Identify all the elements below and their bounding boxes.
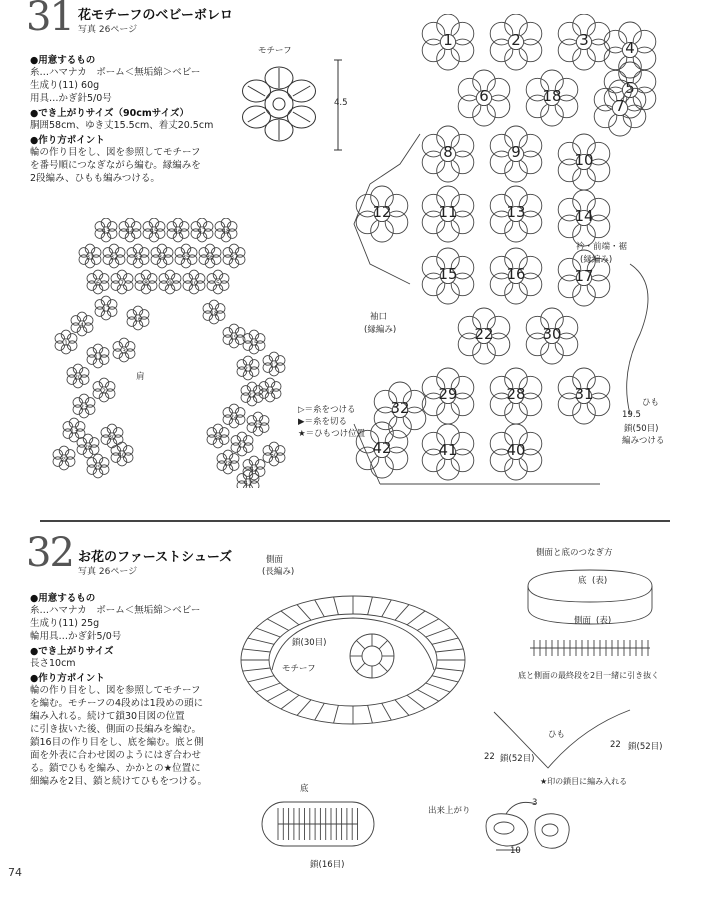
motif-number: 18 bbox=[209, 310, 219, 317]
shoe-side-diagram bbox=[222, 560, 484, 736]
motif bbox=[167, 218, 189, 242]
motif bbox=[243, 330, 265, 354]
motif-number: 18 bbox=[542, 87, 562, 105]
motif-number: 16 bbox=[506, 265, 526, 283]
motif-number: 29 bbox=[438, 385, 458, 403]
points-line: 輪の作り目をし、図を参照してモチーフ bbox=[30, 147, 201, 158]
motif-number: 13 bbox=[69, 428, 79, 435]
motif-dimension: 4.5 bbox=[334, 98, 348, 108]
motif bbox=[241, 382, 263, 406]
motif bbox=[422, 248, 474, 304]
materials-line: 生成り(11) 25g bbox=[30, 618, 100, 629]
points-heading: ●作り方ポイント bbox=[30, 135, 105, 146]
motif-number: 21 bbox=[243, 366, 253, 373]
points-line: 鎖16目の作り目をし、底を編む。底と側 bbox=[30, 737, 204, 748]
motif bbox=[53, 446, 75, 470]
motif-number: 48 bbox=[221, 228, 231, 235]
motif bbox=[67, 364, 89, 388]
motif bbox=[55, 330, 77, 354]
points-line: 編み入れる。続けて鎖30目図の位置 bbox=[30, 711, 185, 722]
motif-number: 32 bbox=[390, 399, 410, 417]
motif bbox=[422, 186, 474, 242]
motif-number: 19 bbox=[229, 334, 239, 341]
sole-diagram bbox=[238, 794, 398, 858]
motif-number: 31 bbox=[574, 385, 594, 403]
motif bbox=[217, 450, 239, 474]
motif-number: 17 bbox=[101, 306, 111, 313]
side-sub-label: (長編み) bbox=[262, 567, 295, 577]
motif bbox=[111, 270, 133, 294]
motif-number: 46 bbox=[173, 228, 183, 235]
motif-number: 14 bbox=[265, 388, 275, 395]
section-31-title: 花モチーフのベビーボレロ bbox=[78, 8, 233, 23]
motif-number: 17 bbox=[574, 267, 594, 285]
points-heading: ●作り方ポイント bbox=[30, 673, 105, 684]
section-32-photo-ref: 写真 26ページ bbox=[78, 567, 138, 577]
motif-number: 27 bbox=[237, 442, 247, 449]
motif bbox=[73, 394, 95, 418]
tie-chain-label: 鎖(50目) bbox=[624, 424, 659, 434]
materials-line: 糸…ハマナカ ボーム＜無垢綿＞ベビー bbox=[30, 605, 201, 616]
motif bbox=[223, 404, 245, 428]
side-label: 側面 bbox=[266, 555, 284, 565]
motif-number: 24 bbox=[229, 414, 239, 421]
points-line: を編む。モチーフの4段めは1段めの頭に bbox=[30, 698, 204, 709]
finished-label: 出来上がり bbox=[428, 806, 471, 816]
motif bbox=[231, 432, 253, 456]
motif-number: 1 bbox=[63, 340, 69, 347]
motif-number: 33 bbox=[133, 254, 143, 261]
motif-number: 8 bbox=[143, 280, 149, 287]
motif-number: 43 bbox=[101, 228, 111, 235]
motif-number: 35 bbox=[181, 254, 191, 261]
materials-heading: ●用意するもの bbox=[30, 593, 96, 604]
join-sole-sub: (表) bbox=[592, 576, 608, 586]
motif bbox=[237, 356, 259, 380]
motif-number: 32 bbox=[109, 254, 119, 261]
motif bbox=[87, 454, 109, 478]
motif bbox=[356, 186, 408, 242]
motif bbox=[422, 368, 474, 424]
motif bbox=[490, 248, 542, 304]
motif-number: 2 bbox=[511, 31, 521, 49]
legend-item: ▶＝糸を切る bbox=[298, 417, 348, 427]
collar-sub-label: (縁編み) bbox=[580, 255, 613, 265]
motif bbox=[263, 442, 285, 466]
motif-number: 40 bbox=[117, 452, 127, 459]
motif-number: 4 bbox=[625, 39, 635, 57]
legend-item: ▷＝糸をつける bbox=[298, 405, 356, 415]
motif-number: 5 bbox=[215, 280, 221, 287]
motif bbox=[490, 368, 542, 424]
motif-number: 9 bbox=[511, 143, 521, 161]
finished-dim-b: 10 bbox=[510, 846, 521, 856]
finished-shoes-diagram bbox=[476, 790, 586, 870]
motif-number: 42 bbox=[249, 466, 259, 473]
motif bbox=[558, 14, 610, 70]
motif-number: 13 bbox=[506, 203, 526, 221]
tie-right-dim: 22 bbox=[610, 740, 621, 750]
motif bbox=[103, 244, 125, 268]
tie-left-chain: 鎖(52目) bbox=[500, 754, 535, 764]
motif bbox=[374, 382, 426, 438]
materials-line: 用具…かぎ針5/0号 bbox=[30, 93, 112, 104]
tie-left-dim: 22 bbox=[484, 752, 495, 762]
motif bbox=[263, 352, 285, 376]
motif-number: 9 bbox=[167, 280, 173, 287]
points-line: 2段編み、ひもも編みつける。 bbox=[30, 173, 160, 184]
motif-number: 34 bbox=[157, 254, 167, 261]
motif-number: 4 bbox=[79, 322, 85, 329]
motif-label: モチーフ bbox=[258, 46, 292, 56]
join-title: 側面と底のつなぎ方 bbox=[536, 548, 613, 558]
motif bbox=[71, 312, 93, 336]
section-31-photo-ref: 写真 26ページ bbox=[78, 25, 138, 35]
motif-number: 2 bbox=[101, 388, 107, 395]
tie-attach-label: 編みつける bbox=[622, 436, 665, 446]
motif bbox=[207, 424, 229, 448]
motif-number: 14 bbox=[574, 207, 594, 225]
motif bbox=[422, 424, 474, 480]
materials-line: 糸…ハマナカ ボーム＜無垢綿＞ベビー bbox=[30, 67, 201, 78]
join-sole-label: 底 bbox=[578, 576, 587, 586]
finished-dim-a: 3 bbox=[532, 798, 538, 808]
motif bbox=[111, 442, 133, 466]
cuff-label: 袖口 bbox=[370, 312, 388, 322]
size-line: 胴囲58cm、ゆき丈15.5cm、着丈20.5cm bbox=[30, 120, 214, 131]
motif bbox=[526, 308, 578, 364]
motif bbox=[490, 424, 542, 480]
motif-number: 3 bbox=[579, 31, 589, 49]
motif bbox=[87, 270, 109, 294]
motif-number: 12 bbox=[269, 362, 279, 369]
size-line: 長さ10cm bbox=[30, 658, 76, 669]
motif bbox=[247, 412, 269, 436]
motif bbox=[113, 338, 135, 362]
motif-number: 10 bbox=[574, 151, 594, 169]
materials-line: 輪用具…かぎ針5/0号 bbox=[30, 631, 122, 642]
section-32-instructions bbox=[30, 590, 240, 788]
join-side-sub: (表) bbox=[596, 616, 612, 626]
motif-number: 36 bbox=[205, 254, 215, 261]
motif bbox=[127, 244, 149, 268]
motif-number: 8 bbox=[443, 143, 453, 161]
motif-number: 3 bbox=[121, 348, 127, 355]
motif-number: 37 bbox=[229, 254, 239, 261]
motif-number: 23 bbox=[79, 404, 89, 411]
motif-number: 47 bbox=[197, 228, 207, 235]
bolero-flat-diagram bbox=[38, 218, 300, 488]
motif bbox=[87, 344, 109, 368]
section-31-number: 31 bbox=[26, 0, 73, 40]
motif bbox=[191, 218, 213, 242]
motif bbox=[490, 186, 542, 242]
motif bbox=[101, 424, 123, 448]
motif-number: 29 bbox=[93, 464, 103, 471]
motif-number: 30 bbox=[107, 434, 117, 441]
motif bbox=[526, 70, 578, 126]
motif bbox=[490, 126, 542, 182]
motif bbox=[127, 306, 149, 330]
motif-number: 38 bbox=[213, 434, 223, 441]
motif bbox=[223, 324, 245, 348]
motif-number: 41 bbox=[243, 480, 253, 487]
points-line: 輪の作り目をし、図を参照してモチーフ bbox=[30, 685, 201, 696]
section-31-instructions bbox=[30, 52, 230, 185]
motif bbox=[356, 422, 408, 478]
motif-number: 22 bbox=[474, 325, 494, 343]
motif-number: 28 bbox=[506, 385, 526, 403]
motif-diagram bbox=[222, 56, 352, 156]
shoulder-label: 肩 bbox=[136, 372, 145, 382]
collar-label: 衿・前端・裾 bbox=[576, 242, 628, 252]
tie-right-chain: 鎖(52目) bbox=[628, 742, 663, 752]
motif bbox=[215, 218, 237, 242]
motif bbox=[95, 218, 117, 242]
motif-number: 42 bbox=[372, 439, 392, 457]
motif-number: 7 bbox=[119, 280, 125, 287]
tie-note: ★印の鎖目に編み入れる bbox=[540, 777, 628, 786]
size-heading: ●でき上がりサイズ（90cmサイズ） bbox=[30, 108, 190, 119]
motif-number: 11 bbox=[93, 354, 103, 361]
motif-number: 20 bbox=[73, 374, 83, 381]
motif bbox=[558, 134, 610, 190]
size-heading: ●でき上がりサイズ bbox=[30, 646, 114, 657]
motif-number: 25 bbox=[253, 422, 263, 429]
motif-number: 15 bbox=[249, 340, 259, 347]
motif-number: 41 bbox=[438, 441, 458, 459]
motif bbox=[490, 14, 542, 70]
motif bbox=[458, 70, 510, 126]
motif bbox=[203, 300, 225, 324]
motif bbox=[175, 244, 197, 268]
motif-number: 44 bbox=[125, 228, 135, 235]
motif-number: 39 bbox=[59, 456, 69, 463]
motif-number: 28 bbox=[223, 460, 233, 467]
motif-number: 45 bbox=[149, 228, 159, 235]
motif bbox=[199, 244, 221, 268]
materials-line: 生成り(11) 60g bbox=[30, 80, 100, 91]
motif-number: 26 bbox=[83, 444, 93, 451]
motif bbox=[458, 308, 510, 364]
motif bbox=[79, 244, 101, 268]
motif-number: 12 bbox=[372, 203, 392, 221]
join-side-label: 側面 bbox=[574, 616, 592, 626]
motif-number: 40 bbox=[506, 441, 526, 459]
motif-number: 15 bbox=[438, 265, 458, 283]
motif bbox=[143, 218, 165, 242]
bolero-assembled-diagram bbox=[340, 14, 670, 504]
materials-heading: ●用意するもの bbox=[30, 55, 96, 66]
motif-number: 6 bbox=[95, 280, 101, 287]
motif-number: 16 bbox=[133, 316, 143, 323]
legend-item: ★＝ひもつけ位置 bbox=[298, 429, 366, 439]
motif bbox=[207, 270, 229, 294]
section-32-number: 32 bbox=[26, 530, 73, 576]
motif bbox=[135, 270, 157, 294]
motif bbox=[259, 378, 281, 402]
motif bbox=[63, 418, 85, 442]
motif bbox=[183, 270, 205, 294]
points-line: 面を外表に合わせ図のようにはぎ合わせ bbox=[30, 750, 202, 761]
motif bbox=[159, 270, 181, 294]
tie-dimension: 19.5 bbox=[622, 410, 641, 420]
motif-number: 31 bbox=[85, 254, 95, 261]
motif-number: 11 bbox=[438, 203, 458, 221]
motif bbox=[558, 368, 610, 424]
motif bbox=[558, 190, 610, 246]
motif bbox=[223, 244, 245, 268]
motif bbox=[119, 218, 141, 242]
section-32-title: お花のファーストシューズ bbox=[78, 550, 233, 565]
points-line: に引き抜いた後、側面の長編みを編む。 bbox=[30, 724, 202, 735]
motif-number: 5 bbox=[625, 79, 635, 97]
chain-30-label: 鎖(30目) bbox=[292, 638, 327, 648]
chain-16-label: 鎖(16目) bbox=[310, 860, 345, 870]
join-note: 底と側面の最終段を2目一緒に引き抜く bbox=[518, 671, 660, 680]
motif-number: 7 bbox=[615, 97, 625, 115]
motif bbox=[422, 14, 474, 70]
page-number: 74 bbox=[8, 866, 22, 879]
shoe-motif-label: モチーフ bbox=[282, 664, 316, 674]
shoe-tie-label: ひも bbox=[548, 730, 566, 740]
motif-number: 6 bbox=[479, 87, 489, 105]
motif bbox=[422, 126, 474, 182]
motif-number: 22 bbox=[247, 392, 257, 399]
motif-number: 30 bbox=[542, 325, 562, 343]
motif-number: 1 bbox=[443, 31, 453, 49]
cuff-sub-label: (縁編み) bbox=[364, 325, 397, 335]
motif bbox=[93, 378, 115, 402]
motif bbox=[95, 296, 117, 320]
motif bbox=[604, 22, 656, 78]
section-divider bbox=[40, 520, 670, 522]
sole-label: 底 bbox=[300, 784, 309, 794]
motif-number: 10 bbox=[189, 280, 199, 287]
points-line: 細編みを2目、鎖と続けてひもをつける。 bbox=[30, 776, 208, 787]
tie-label: ひも bbox=[642, 398, 660, 408]
motif-number: 50 bbox=[269, 452, 279, 459]
points-line: を番号順につなぎながら編む。縁編みを bbox=[30, 160, 201, 171]
points-line: る。鎖でひもを編み、かかとの★位置に bbox=[30, 763, 201, 774]
motif bbox=[151, 244, 173, 268]
